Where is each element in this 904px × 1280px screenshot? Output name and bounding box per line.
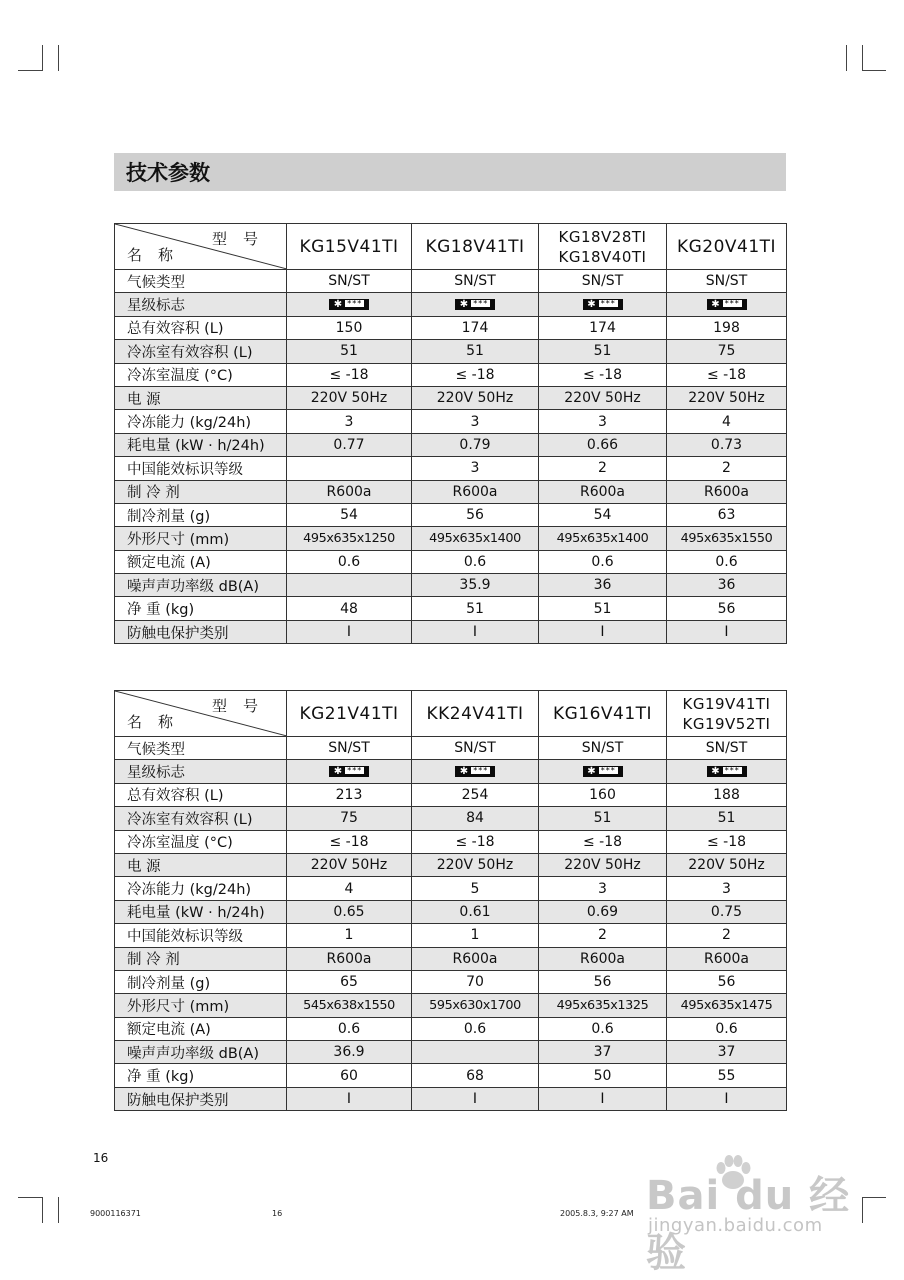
table-cell: 3 [667,877,787,900]
table-cell: I [287,620,412,643]
stars-label: *** [347,299,363,309]
table-cell: ≤ -18 [667,363,787,386]
table-cell: 68 [412,1064,539,1087]
table-cell: 36.9 [287,1041,412,1064]
header-corner-cell [115,691,287,737]
model-name: KG21V41TI [299,703,399,724]
row-label: 净 重 (kg) [115,597,287,620]
table-row [115,503,787,526]
table-row [115,410,787,433]
table-cell: 545x638x1550 [287,994,412,1017]
table-cell: 495x635x1475 [667,994,787,1017]
spec-table-1 [114,223,787,644]
crop-mark [58,1197,59,1223]
row-label: 制冷剂量 (g) [115,503,287,526]
row-label: 制 冷 剂 [115,947,287,970]
table-cell: 4 [667,410,787,433]
row-label: 噪声声功率级 dB(A) [115,574,287,597]
table-row [115,830,787,853]
spec-table-2 [114,690,787,1111]
table-cell [287,457,412,480]
table-cell: 60 [287,1064,412,1087]
asterisk-icon: ✱ [333,766,344,778]
row-label: 冷冻室有效容积 (L) [115,340,287,363]
table-row [115,900,787,923]
table-cell: 0.61 [412,900,539,923]
table-cell: 55 [667,1064,787,1087]
crop-mark [42,45,43,71]
table-row [115,970,787,993]
freezer-star-rating-icon [455,299,495,310]
footer-timestamp: 2005.8.3, 9:27 AM [560,1209,634,1218]
table-cell: 198 [667,316,787,339]
table-cell: 70 [412,970,539,993]
table-row [115,1041,787,1064]
table-cell: 0.6 [667,550,787,573]
table-row [115,457,787,480]
table-row [115,947,787,970]
table-row [115,316,787,339]
row-label: 净 重 (kg) [115,1064,287,1087]
asterisk-icon: ✱ [587,299,597,311]
table-row [115,737,787,760]
table-cell: 51 [667,807,787,830]
crop-mark [862,45,863,71]
table-cell: I [667,620,787,643]
table-cell: 75 [287,807,412,830]
table-cell: 3 [539,410,667,433]
table-row [115,293,787,316]
table-cell: ≤ -18 [667,830,787,853]
table-row [115,924,787,947]
crop-mark [846,45,847,71]
header-corner-cell [115,224,287,270]
table-cell [287,574,412,597]
table-cell: R600a [287,480,412,503]
table-cell: 3 [539,877,667,900]
table-cell: 0.6 [412,550,539,573]
table-cell: I [539,620,667,643]
table-cell: ≤ -18 [412,830,539,853]
table-row [115,760,787,783]
table-cell: I [412,1087,539,1110]
footer-page: 16 [272,1209,283,1218]
watermark-brand: Bai du 经验 [646,1173,851,1276]
table-cell: SN/ST [539,737,667,760]
table-cell: 495x635x1550 [667,527,787,550]
table-cell: 37 [539,1041,667,1064]
table-row [115,527,787,550]
footer-doc-id: 9000116371 [90,1209,141,1218]
table-cell: 65 [287,970,412,993]
table-row [115,363,787,386]
table-cell [667,760,787,783]
freezer-star-rating-icon [707,299,747,310]
table-row [115,433,787,456]
row-label: 外形尺寸 (mm) [115,994,287,1017]
row-label: 额定电流 (A) [115,550,287,573]
row-label: 冷冻室温度 (°C) [115,363,287,386]
row-label: 中国能效标识等级 [115,457,287,480]
table-cell: R600a [667,947,787,970]
model-header-cell [287,224,412,270]
table-cell: 51 [539,807,667,830]
table-cell: 51 [412,340,539,363]
crop-mark [18,1197,42,1198]
row-label: 星级标志 [115,760,287,783]
row-label: 制冷剂量 (g) [115,970,287,993]
table-cell: 3 [412,457,539,480]
model-name: KK24V41TI [426,703,524,724]
table-cell: 160 [539,783,667,806]
stars-label: *** [473,299,489,309]
table-cell [412,293,539,316]
table-cell: 2 [539,457,667,480]
table-cell: 1 [287,924,412,947]
model-header-cell [412,224,539,270]
table-cell [539,293,667,316]
table-cell: 0.6 [412,1017,539,1040]
table-cell: 51 [539,340,667,363]
table-cell: SN/ST [287,737,412,760]
table-cell: ≤ -18 [287,830,412,853]
table-cell: 75 [667,340,787,363]
table-cell: 50 [539,1064,667,1087]
model-name: KG16V41TI [552,703,653,724]
row-label: 气候类型 [115,270,287,293]
table-row [115,270,787,293]
table-cell: 174 [412,316,539,339]
model-label: 型号 [211,697,274,715]
table-cell: ≤ -18 [287,363,412,386]
row-label: 耗电量 (kW · h/24h) [115,433,287,456]
row-label: 外形尺寸 (mm) [115,527,287,550]
table-row [115,550,787,573]
stars-label: *** [600,766,616,776]
freezer-star-rating-icon [707,766,747,777]
table-cell: 495x635x1325 [539,994,667,1017]
table-cell: 150 [287,316,412,339]
table-cell: 54 [539,503,667,526]
table-cell: 3 [412,410,539,433]
row-label: 防触电保护类别 [115,620,287,643]
table-cell: 51 [412,597,539,620]
table-cell: 495x635x1400 [412,527,539,550]
model-name: KG15V41TI [299,236,399,257]
model-header-cell [539,224,667,270]
model-name: KG18V28TI [558,227,647,246]
model-name: KG20V41TI [676,236,777,257]
row-label: 冷冻室温度 (°C) [115,830,287,853]
stars-label: *** [724,299,740,309]
asterisk-icon: ✱ [711,766,721,778]
row-label: 噪声声功率级 dB(A) [115,1041,287,1064]
stars-label: *** [724,766,740,776]
table-cell: 37 [667,1041,787,1064]
table-cell: SN/ST [667,737,787,760]
table-cell: 56 [667,597,787,620]
table-cell: R600a [412,947,539,970]
table-cell: R600a [412,480,539,503]
table-cell: 220V 50Hz [287,386,412,409]
table-cell: 51 [539,597,667,620]
table-cell: 35.9 [412,574,539,597]
table-cell: 0.6 [287,550,412,573]
table-cell: 63 [667,503,787,526]
table-cell: 220V 50Hz [287,853,412,876]
row-label: 制 冷 剂 [115,480,287,503]
freezer-star-rating-icon [583,299,623,310]
table-row [115,807,787,830]
table-cell: 0.6 [667,1017,787,1040]
row-label: 额定电流 (A) [115,1017,287,1040]
row-label: 星级标志 [115,293,287,316]
table-cell: R600a [667,480,787,503]
crop-mark [42,1197,43,1223]
page-number: 16 [93,1151,109,1165]
table-row [115,783,787,806]
table-cell: 4 [287,877,412,900]
table-cell: 0.6 [539,1017,667,1040]
table-cell [287,293,412,316]
table-cell: 56 [667,970,787,993]
table-row [115,386,787,409]
name-label: 名称 [127,246,190,264]
table-header-row [115,224,787,270]
table-cell: 495x635x1250 [287,527,412,550]
table-cell: 84 [412,807,539,830]
row-label: 冷冻室有效容积 (L) [115,807,287,830]
table-cell: 220V 50Hz [539,853,667,876]
table-cell: 220V 50Hz [667,853,787,876]
table-cell: 48 [287,597,412,620]
table-cell: 0.69 [539,900,667,923]
table-cell [539,760,667,783]
table-cell: R600a [539,947,667,970]
table-cell: 220V 50Hz [539,386,667,409]
table-cell [412,760,539,783]
freezer-star-rating-icon [455,766,495,777]
table-cell: 0.75 [667,900,787,923]
table-row [115,1087,787,1110]
table-cell: 0.66 [539,433,667,456]
baidu-watermark [640,1150,880,1276]
table-cell: R600a [287,947,412,970]
asterisk-icon: ✱ [459,299,470,311]
stars-label: *** [347,766,363,776]
model-name-alt: KG18V40TI [558,247,647,266]
table-cell: 220V 50Hz [412,853,539,876]
table-cell: I [412,620,539,643]
table-cell: 54 [287,503,412,526]
stars-label: *** [473,766,489,776]
watermark-url: jingyan.baidu.com [648,1215,823,1236]
crop-mark [18,70,42,71]
row-label: 冷冻能力 (kg/24h) [115,410,287,433]
crop-mark [862,70,886,71]
asterisk-icon: ✱ [459,766,470,778]
table-cell: 0.77 [287,433,412,456]
stars-label: *** [600,299,616,309]
table-cell: 220V 50Hz [667,386,787,409]
table-cell: 0.6 [287,1017,412,1040]
table-cell: 188 [667,783,787,806]
table-cell: 3 [287,410,412,433]
table-cell: I [667,1087,787,1110]
name-label: 名称 [127,713,190,731]
table-cell: SN/ST [412,737,539,760]
freezer-star-rating-icon [329,299,369,310]
table-cell: 213 [287,783,412,806]
model-header-cell [667,224,787,270]
table-row [115,1017,787,1040]
table-cell: 2 [667,457,787,480]
model-header-cell [667,691,787,737]
asterisk-icon: ✱ [587,766,597,778]
row-label: 电 源 [115,853,287,876]
table-cell: 220V 50Hz [412,386,539,409]
table-cell: I [539,1087,667,1110]
model-header-cell [539,691,667,737]
row-label: 总有效容积 (L) [115,316,287,339]
table-cell: 36 [539,574,667,597]
table-cell: 0.73 [667,433,787,456]
row-label: 总有效容积 (L) [115,783,287,806]
freezer-star-rating-icon [329,766,369,777]
section-title: 技术参数 [114,153,786,191]
table-row [115,340,787,363]
model-name: KG19V41TI [682,694,771,713]
table-cell: 36 [667,574,787,597]
table-cell: 0.6 [539,550,667,573]
table-cell: 495x635x1400 [539,527,667,550]
table-row [115,574,787,597]
table-row [115,597,787,620]
model-header-cell [287,691,412,737]
table-row [115,853,787,876]
model-name-alt: KG19V52TI [682,714,771,733]
table-cell [287,760,412,783]
table-cell: ≤ -18 [539,830,667,853]
table-cell: 0.79 [412,433,539,456]
table-cell: ≤ -18 [539,363,667,386]
model-header-cell [412,691,539,737]
table-cell: SN/ST [412,270,539,293]
table-row [115,1064,787,1087]
table-cell: 56 [539,970,667,993]
model-name: KG18V41TI [425,236,525,257]
table-cell: ≤ -18 [412,363,539,386]
table-row [115,620,787,643]
table-cell: 174 [539,316,667,339]
table-cell: 1 [412,924,539,947]
table-cell: 254 [412,783,539,806]
table-cell: 2 [539,924,667,947]
table-cell: 51 [287,340,412,363]
table-row [115,480,787,503]
table-cell: SN/ST [667,270,787,293]
freezer-star-rating-icon [583,766,623,777]
table-row [115,877,787,900]
row-label: 冷冻能力 (kg/24h) [115,877,287,900]
row-label: 气候类型 [115,737,287,760]
table-header-row [115,691,787,737]
table-cell: 56 [412,503,539,526]
table-cell: 0.65 [287,900,412,923]
row-label: 电 源 [115,386,287,409]
table-cell: SN/ST [287,270,412,293]
row-label: 中国能效标识等级 [115,924,287,947]
table-cell: 595x630x1700 [412,994,539,1017]
table-cell: R600a [539,480,667,503]
model-label: 型号 [211,230,274,248]
asterisk-icon: ✱ [711,299,721,311]
table-cell: 2 [667,924,787,947]
table-cell [667,293,787,316]
row-label: 耗电量 (kW · h/24h) [115,900,287,923]
table-cell: SN/ST [539,270,667,293]
table-cell: I [287,1087,412,1110]
table-cell [412,1041,539,1064]
crop-mark [58,45,59,71]
table-cell: 5 [412,877,539,900]
asterisk-icon: ✱ [333,299,344,311]
row-label: 防触电保护类别 [115,1087,287,1110]
table-row [115,994,787,1017]
